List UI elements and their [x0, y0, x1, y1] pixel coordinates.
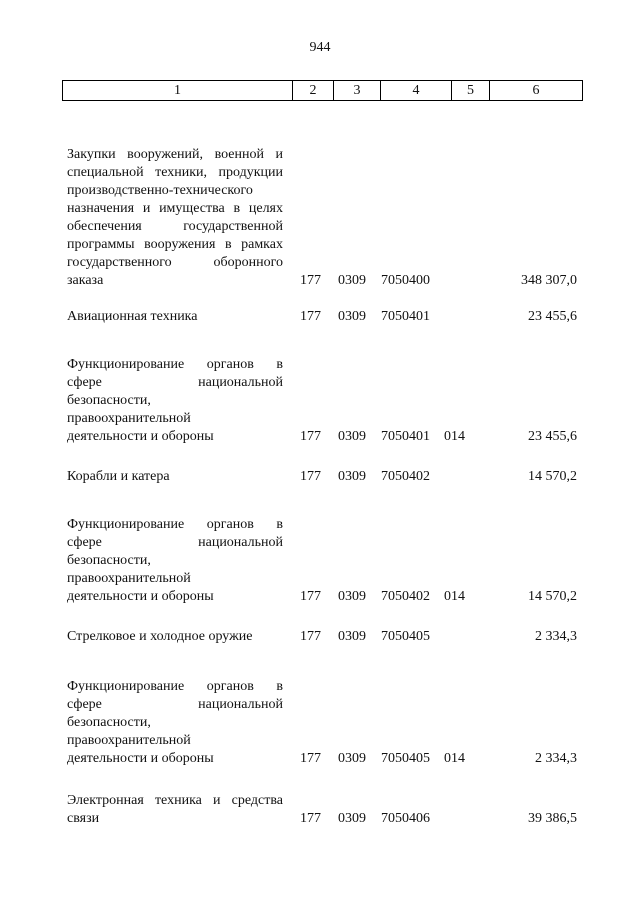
- row-col6: 14 570,2: [528, 469, 577, 484]
- row-col4: 7050402: [381, 469, 430, 484]
- row-col6: 2 334,3: [535, 629, 577, 644]
- name-line: сфере национальной: [67, 535, 283, 550]
- name-line: деятельности и обороны: [67, 429, 214, 444]
- name-line: деятельности и обороны: [67, 589, 214, 604]
- name-line: сфере национальной: [67, 697, 283, 712]
- row-col4: 7050406: [381, 811, 430, 826]
- row-col2: 177: [300, 469, 321, 484]
- row-col4: 7050401: [381, 309, 430, 324]
- name-line: безопасности,: [67, 393, 151, 408]
- row-col6: 348 307,0: [521, 273, 577, 288]
- name-line: Электронная техника и средства: [67, 793, 283, 808]
- name-line: заказа: [67, 273, 104, 288]
- name-line: правоохранительной: [67, 411, 191, 426]
- row-col3: 0309: [338, 309, 366, 324]
- name-line: безопасности,: [67, 715, 151, 730]
- name-line: Функционирование органов в: [67, 679, 283, 694]
- row-col3: 0309: [338, 751, 366, 766]
- row-name: [67, 678, 283, 768]
- row-name: [67, 356, 283, 446]
- name-line: сфере национальной: [67, 375, 283, 390]
- name-line: правоохранительной: [67, 733, 191, 748]
- row-col4: 7050401: [381, 429, 430, 444]
- row-col6: 39 386,5: [528, 811, 577, 826]
- header-col-6: 6: [532, 82, 540, 98]
- row-col2: 177: [300, 429, 321, 444]
- table-row: [0, 468, 640, 486]
- row-name: [67, 516, 283, 606]
- name-line: государственного оборонного: [67, 255, 283, 270]
- row-col5: 014: [444, 751, 465, 766]
- row-name: [67, 308, 283, 326]
- row-col3: 0309: [338, 811, 366, 826]
- row-col2: 177: [300, 811, 321, 826]
- row-col2: 177: [300, 309, 321, 324]
- row-col6: 23 455,6: [528, 309, 577, 324]
- row-col6: 14 570,2: [528, 589, 577, 604]
- row-col2: 177: [300, 589, 321, 604]
- row-col6: 23 455,6: [528, 429, 577, 444]
- header-col-1: 1: [63, 81, 293, 100]
- table-row: [0, 516, 640, 606]
- row-col3: 0309: [338, 629, 366, 644]
- name-line: программы вооружения в рамках: [67, 237, 283, 252]
- row-col5: 014: [444, 589, 465, 604]
- row-name: [67, 628, 283, 646]
- row-col3: 0309: [338, 469, 366, 484]
- table-row: [0, 792, 640, 828]
- name-line: назначения и имущества в целях: [67, 201, 283, 216]
- row-col2: 177: [300, 273, 321, 288]
- row-col2: 177: [300, 751, 321, 766]
- table-row: [0, 356, 640, 446]
- name-line: безопасности,: [67, 553, 151, 568]
- table-row: [0, 308, 640, 326]
- name-line: Закупки вооружений, военной и: [67, 147, 283, 162]
- row-col3: 0309: [338, 273, 366, 288]
- page-number: 944: [309, 40, 331, 55]
- row-col4: 7050402: [381, 589, 430, 604]
- table-row: [0, 678, 640, 768]
- row-col3: 0309: [338, 429, 366, 444]
- name-line: Корабли и катера: [67, 469, 170, 484]
- name-line: специальной техники, продукции: [67, 165, 283, 180]
- row-col4: 7050405: [381, 751, 430, 766]
- table-row: [0, 146, 640, 290]
- header-col-3: 3: [334, 81, 381, 100]
- header-col-4: 4: [381, 81, 452, 100]
- name-line: деятельности и обороны: [67, 751, 214, 766]
- name-line: обеспечения государственной: [67, 219, 283, 234]
- row-col4: 7050405: [381, 629, 430, 644]
- name-line: Функционирование органов в: [67, 357, 283, 372]
- row-name: [67, 792, 283, 828]
- header-col-2: 2: [293, 81, 334, 100]
- table-row: [0, 628, 640, 646]
- name-line: Функционирование органов в: [67, 517, 283, 532]
- row-col5: 014: [444, 429, 465, 444]
- row-name: [67, 468, 283, 486]
- table-header: [62, 80, 583, 101]
- row-col3: 0309: [338, 589, 366, 604]
- row-col4: 7050400: [381, 273, 430, 288]
- row-name: [67, 146, 283, 290]
- name-line: Авиационная техника: [67, 309, 198, 324]
- name-line: производственно-технического: [67, 183, 253, 198]
- name-line: правоохранительной: [67, 571, 191, 586]
- row-col6: 2 334,3: [535, 751, 577, 766]
- header-col-5: 5: [452, 81, 490, 100]
- name-line: связи: [67, 811, 100, 826]
- row-col2: 177: [300, 629, 321, 644]
- name-line: Стрелковое и холодное оружие: [67, 629, 253, 644]
